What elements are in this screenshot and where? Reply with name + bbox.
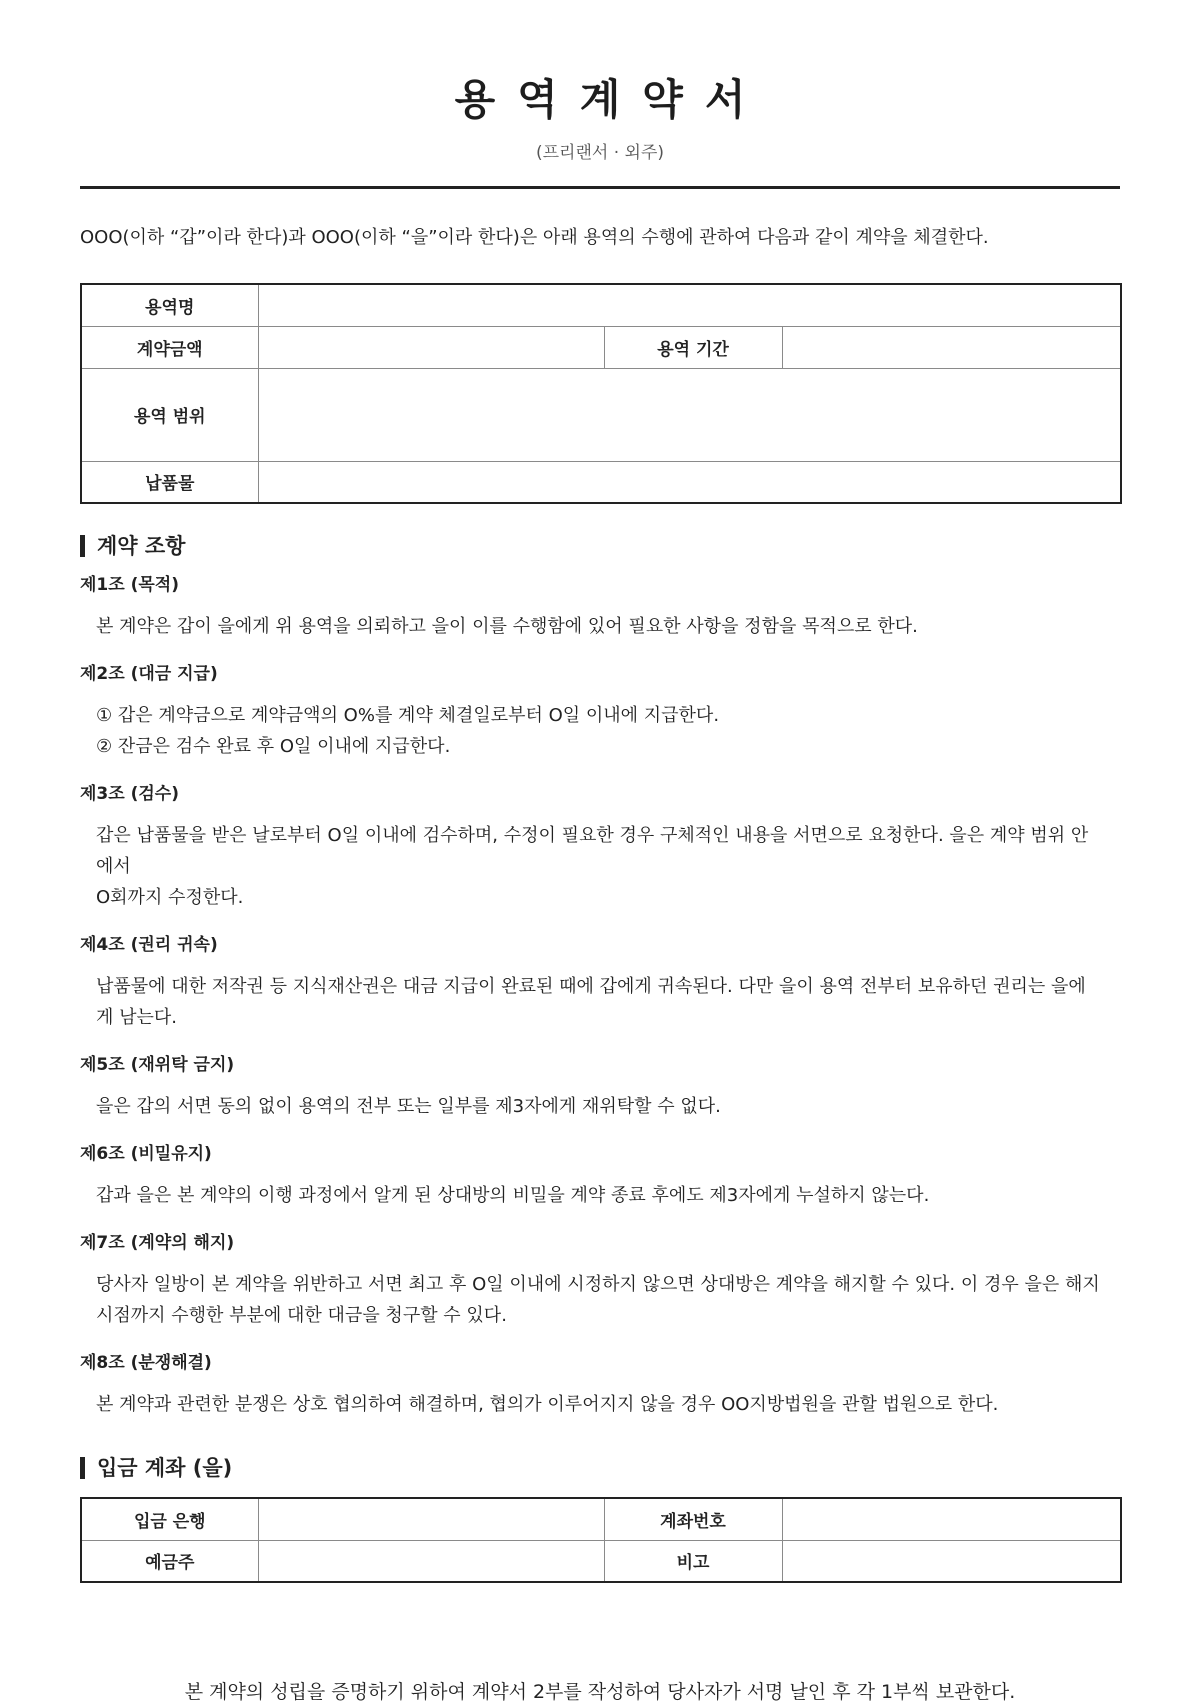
article-clause: ① 갑은 계약금으로 계약금액의 O%를 계약 체결일로부터 O일 이내에 지급한다. bbox=[96, 705, 720, 726]
service-scope-label: 용역 범위 bbox=[81, 368, 258, 461]
contract-amount-label: 계약금액 bbox=[81, 326, 258, 368]
article-title: 제3조 (검수) bbox=[80, 784, 179, 804]
service-period-field[interactable] bbox=[782, 326, 1121, 368]
article-title: 제7조 (계약의 해지) bbox=[80, 1233, 235, 1253]
closing-statement: 본 계약의 성립을 증명하기 위하여 계약서 2부를 작성하여 당사자가 서명 날인 후 각 1부씩 보관한다. bbox=[184, 1681, 1016, 1703]
article-3 bbox=[80, 783, 1120, 913]
article-text: 납품물에 대한 저작권 등 지식재산권은 대금 지급이 완료된 때에 갑에게 귀속된다. 다만 을이 용역 전부터 보유하던 권리는 을에게 남는다. bbox=[96, 976, 1086, 1028]
note-label: 비고 bbox=[604, 1540, 782, 1582]
title-divider bbox=[80, 186, 1120, 189]
article-text: 갑과 을은 본 계약의 이행 과정에서 알게 된 상대방의 비밀을 계약 종료 후에도 제3자에게 누설하지 않는다. bbox=[96, 1185, 930, 1206]
service-period-label: 용역 기간 bbox=[604, 326, 782, 368]
deliverables-label: 납품물 bbox=[81, 461, 258, 503]
article-title: 제2조 (대금 지급) bbox=[80, 664, 218, 684]
bank-account-table bbox=[80, 1497, 1122, 1583]
intro-paragraph: OOO(이하 “갑”이라 한다)과 OOO(이하 “을”이라 한다)은 아래 용역의 수행에 관하여 다음과 같이 계약을 체결한다. bbox=[80, 227, 989, 248]
article-text-line: 시점까지 수행한 부분에 대한 대금을 청구할 수 있다. bbox=[96, 1305, 507, 1326]
deliverables-field[interactable] bbox=[258, 461, 1121, 503]
account-number-label: 계좌번호 bbox=[604, 1498, 782, 1540]
section-marker bbox=[80, 535, 85, 557]
note-field[interactable] bbox=[782, 1540, 1121, 1582]
page-title: 용역계약서 bbox=[454, 75, 768, 124]
service-info-table bbox=[80, 283, 1122, 504]
account-holder-label: 예금주 bbox=[81, 1540, 258, 1582]
service-name-field[interactable] bbox=[258, 284, 1121, 326]
article-title: 제8조 (분쟁해결) bbox=[80, 1353, 212, 1373]
article-title: 제5조 (재위탁 금지) bbox=[80, 1055, 235, 1075]
bank-name-label: 입금 은행 bbox=[81, 1498, 258, 1540]
article-text-line: 갑은 납품물을 받은 날로부터 O일 이내에 검수하며, 수정이 필요한 경우 구체적인 내용을 서면으로 요청한다. 을은 계약 범위 안에서 bbox=[96, 825, 1089, 877]
service-name-label: 용역명 bbox=[81, 284, 258, 326]
article-title: 제6조 (비밀유지) bbox=[80, 1144, 212, 1164]
article-text-line: 당사자 일방이 본 계약을 위반하고 서면 최고 후 O일 이내에 시정하지 않으면 상대방은 계약을 해지할 수 있다. 이 경우 을은 해지 bbox=[96, 1274, 1100, 1295]
article-6 bbox=[80, 1143, 1120, 1211]
article-7 bbox=[80, 1232, 1120, 1331]
bank-name-field[interactable] bbox=[258, 1498, 604, 1540]
account-number-field[interactable] bbox=[782, 1498, 1121, 1540]
article-text: 을은 갑의 서면 동의 없이 용역의 전부 또는 일부를 제3자에게 재위탁할 수 없다. bbox=[96, 1096, 721, 1117]
article-2 bbox=[80, 663, 1120, 762]
article-text-line: O회까지 수정한다. bbox=[96, 887, 244, 908]
article-8 bbox=[80, 1352, 1120, 1420]
article-title: 제4조 (권리 귀속) bbox=[80, 935, 218, 955]
article-list bbox=[80, 574, 1120, 1420]
article-text: 본 계약과 관련한 분쟁은 상호 협의하여 해결하며, 협의가 이루어지지 않을 경우 OO지방법원을 관할 법원으로 한다. bbox=[96, 1394, 999, 1415]
terms-section-heading bbox=[80, 533, 1120, 559]
page-subtitle: (프리랜서 · 외주) bbox=[535, 143, 664, 163]
article-title: 제1조 (목적) bbox=[80, 575, 179, 595]
bank-heading-text: 입금 계좌 (을) bbox=[97, 1456, 233, 1480]
section-marker bbox=[80, 1457, 85, 1479]
article-5 bbox=[80, 1054, 1120, 1122]
article-1 bbox=[80, 574, 1120, 642]
contract-amount-field[interactable] bbox=[258, 326, 604, 368]
article-text: 본 계약은 갑이 을에게 위 용역을 의뢰하고 을이 이를 수행함에 있어 필요한 사항을 정함을 목적으로 한다. bbox=[96, 616, 918, 637]
contract-page bbox=[80, 0, 1120, 1703]
terms-heading-text: 계약 조항 bbox=[97, 534, 186, 558]
bank-section-heading bbox=[80, 1455, 1120, 1481]
account-holder-field[interactable] bbox=[258, 1540, 604, 1582]
service-scope-field[interactable] bbox=[258, 368, 1121, 461]
article-4 bbox=[80, 934, 1120, 1033]
article-clause: ② 잔금은 검수 완료 후 O일 이내에 지급한다. bbox=[96, 736, 451, 757]
